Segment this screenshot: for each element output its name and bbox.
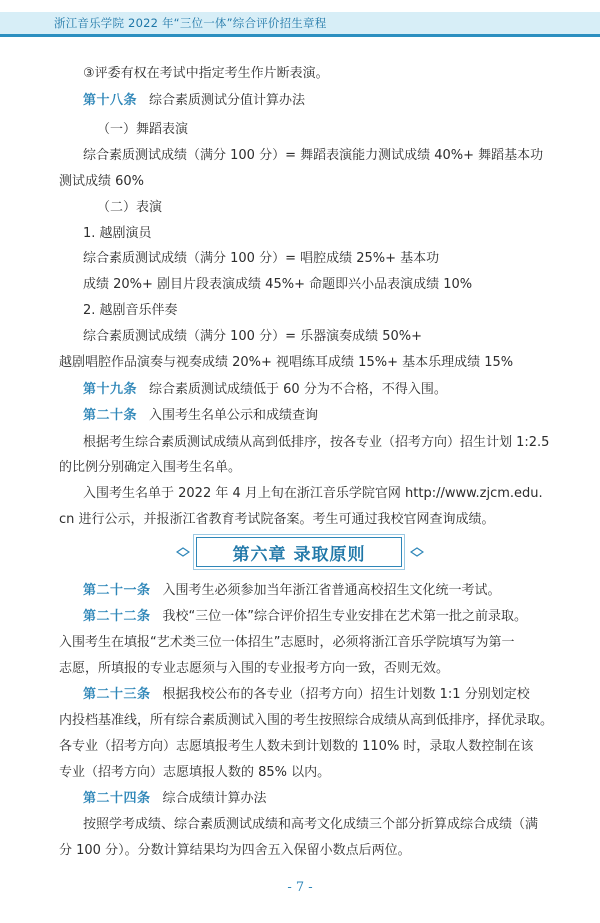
paragraph-line: 专业（招考方向）志愿填报人数的 85% 以内。 [59, 765, 331, 780]
paragraph-line: 入围考生名单于 2022 年 4 月上旬在浙江音乐学院官网 http://www.zjcm.edu. [83, 486, 543, 501]
paragraph-line: cn 进行公示，并报浙江省教育考试院备案。考生可通过我校官网查询成绩。 [59, 512, 495, 527]
article-text: 入围考生必须参加当年浙江省普通高校招生文化统一考试。 [162, 583, 501, 598]
paragraph-line: 测试成绩 60% [59, 174, 145, 189]
article-label: 第十九条 [83, 382, 138, 397]
paragraph-line: 按照学考成绩、综合素质测试成绩和高考文化成绩三个部分折算成综合成绩（满 [83, 817, 539, 832]
article-heading: 入围考生名单公示和成绩查询 [149, 408, 319, 423]
paragraph-line: 入围考生在填报“艺术类三位一体招生”志愿时，必须将浙江音乐学院填写为第一 [59, 635, 515, 650]
section-heading: （二）表演 [97, 200, 163, 215]
article-label: 第二十二条 [83, 609, 151, 624]
paragraph-line: ③评委有权在考试中指定考生作片断表演。 [83, 66, 329, 81]
subsection-heading: 2. 越剧音乐伴奏 [83, 303, 178, 318]
article-label: 第二十四条 [83, 791, 151, 806]
paragraph-line: 各专业（招考方向）志愿填报考生人数未到计划数的 110% 时，录取人数控制在该 [59, 739, 534, 754]
paragraph-line: 分 100 分）。分数计算结果均为四舍五入保留小数点后两位。 [59, 843, 411, 858]
paragraph-line: 内投档基准线，所有综合素质测试入围的考生按照综合成绩从高到低排序，择优录取。 [59, 713, 554, 728]
article-label: 第二十一条 [83, 583, 151, 598]
page-number: - 7 - [287, 880, 313, 895]
article-23 [83, 685, 530, 705]
article-19 [83, 380, 447, 400]
article-label: 第二十条 [83, 408, 138, 423]
article-label: 第二十三条 [83, 687, 151, 702]
chapter-ornament-left [176, 547, 190, 557]
paragraph-line: 综合素质测试成绩（满分 100 分）= 唱腔成绩 25%+ 基本功 [83, 251, 440, 266]
article-20 [83, 406, 318, 426]
chapter-heading: 第六章 录取原则 [196, 537, 402, 567]
paragraph-line: 越剧唱腔作品演奏与视奏成绩 20%+ 视唱练耳成绩 15%+ 基本乐理成绩 15% [59, 355, 514, 370]
paragraph-line: 综合素质测试成绩（满分 100 分）= 乐器演奏成绩 50%+ [83, 329, 423, 344]
article-24 [83, 789, 267, 809]
chapter-ornament-right [410, 547, 424, 557]
paragraph-line: 根据考生综合素质测试成绩从高到低排序，按各专业（招考方向）招生计划 1:2.5 [83, 435, 550, 450]
article-22 [83, 607, 527, 627]
paragraph-line: 的比例分别确定入围考生名单。 [59, 460, 242, 475]
article-21 [83, 581, 501, 601]
article-heading: 综合成绩计算办法 [162, 791, 267, 806]
paragraph-line: 成绩 20%+ 剧目片段表演成绩 45%+ 命题即兴小品表演成绩 10% [83, 277, 473, 292]
article-18 [83, 91, 305, 111]
article-text: 综合素质测试成绩低于 60 分为不合格，不得入围。 [149, 382, 447, 397]
section-heading: （一）舞蹈表演 [97, 122, 189, 137]
article-text: 根据我校公布的各专业（招考方向）招生计划数 1:1 分别划定校 [162, 687, 530, 702]
subsection-heading: 1. 越剧演员 [83, 226, 152, 241]
paragraph-line: 志愿，所填报的专业志愿须与入围的专业报考方向一致，否则无效。 [59, 661, 450, 676]
article-text: 我校“三位一体”综合评价招生专业安排在艺术第一批之前录取。 [162, 609, 527, 624]
paragraph-line: 综合素质测试成绩（满分 100 分）= 舞蹈表演能力测试成绩 40%+ 舞蹈基本功 [83, 148, 544, 163]
header-title: 浙江音乐学院 2022 年“三位一体”综合评价招生章程 [54, 16, 327, 30]
article-label: 第十八条 [83, 93, 138, 108]
article-heading: 综合素质测试分值计算办法 [149, 93, 306, 108]
